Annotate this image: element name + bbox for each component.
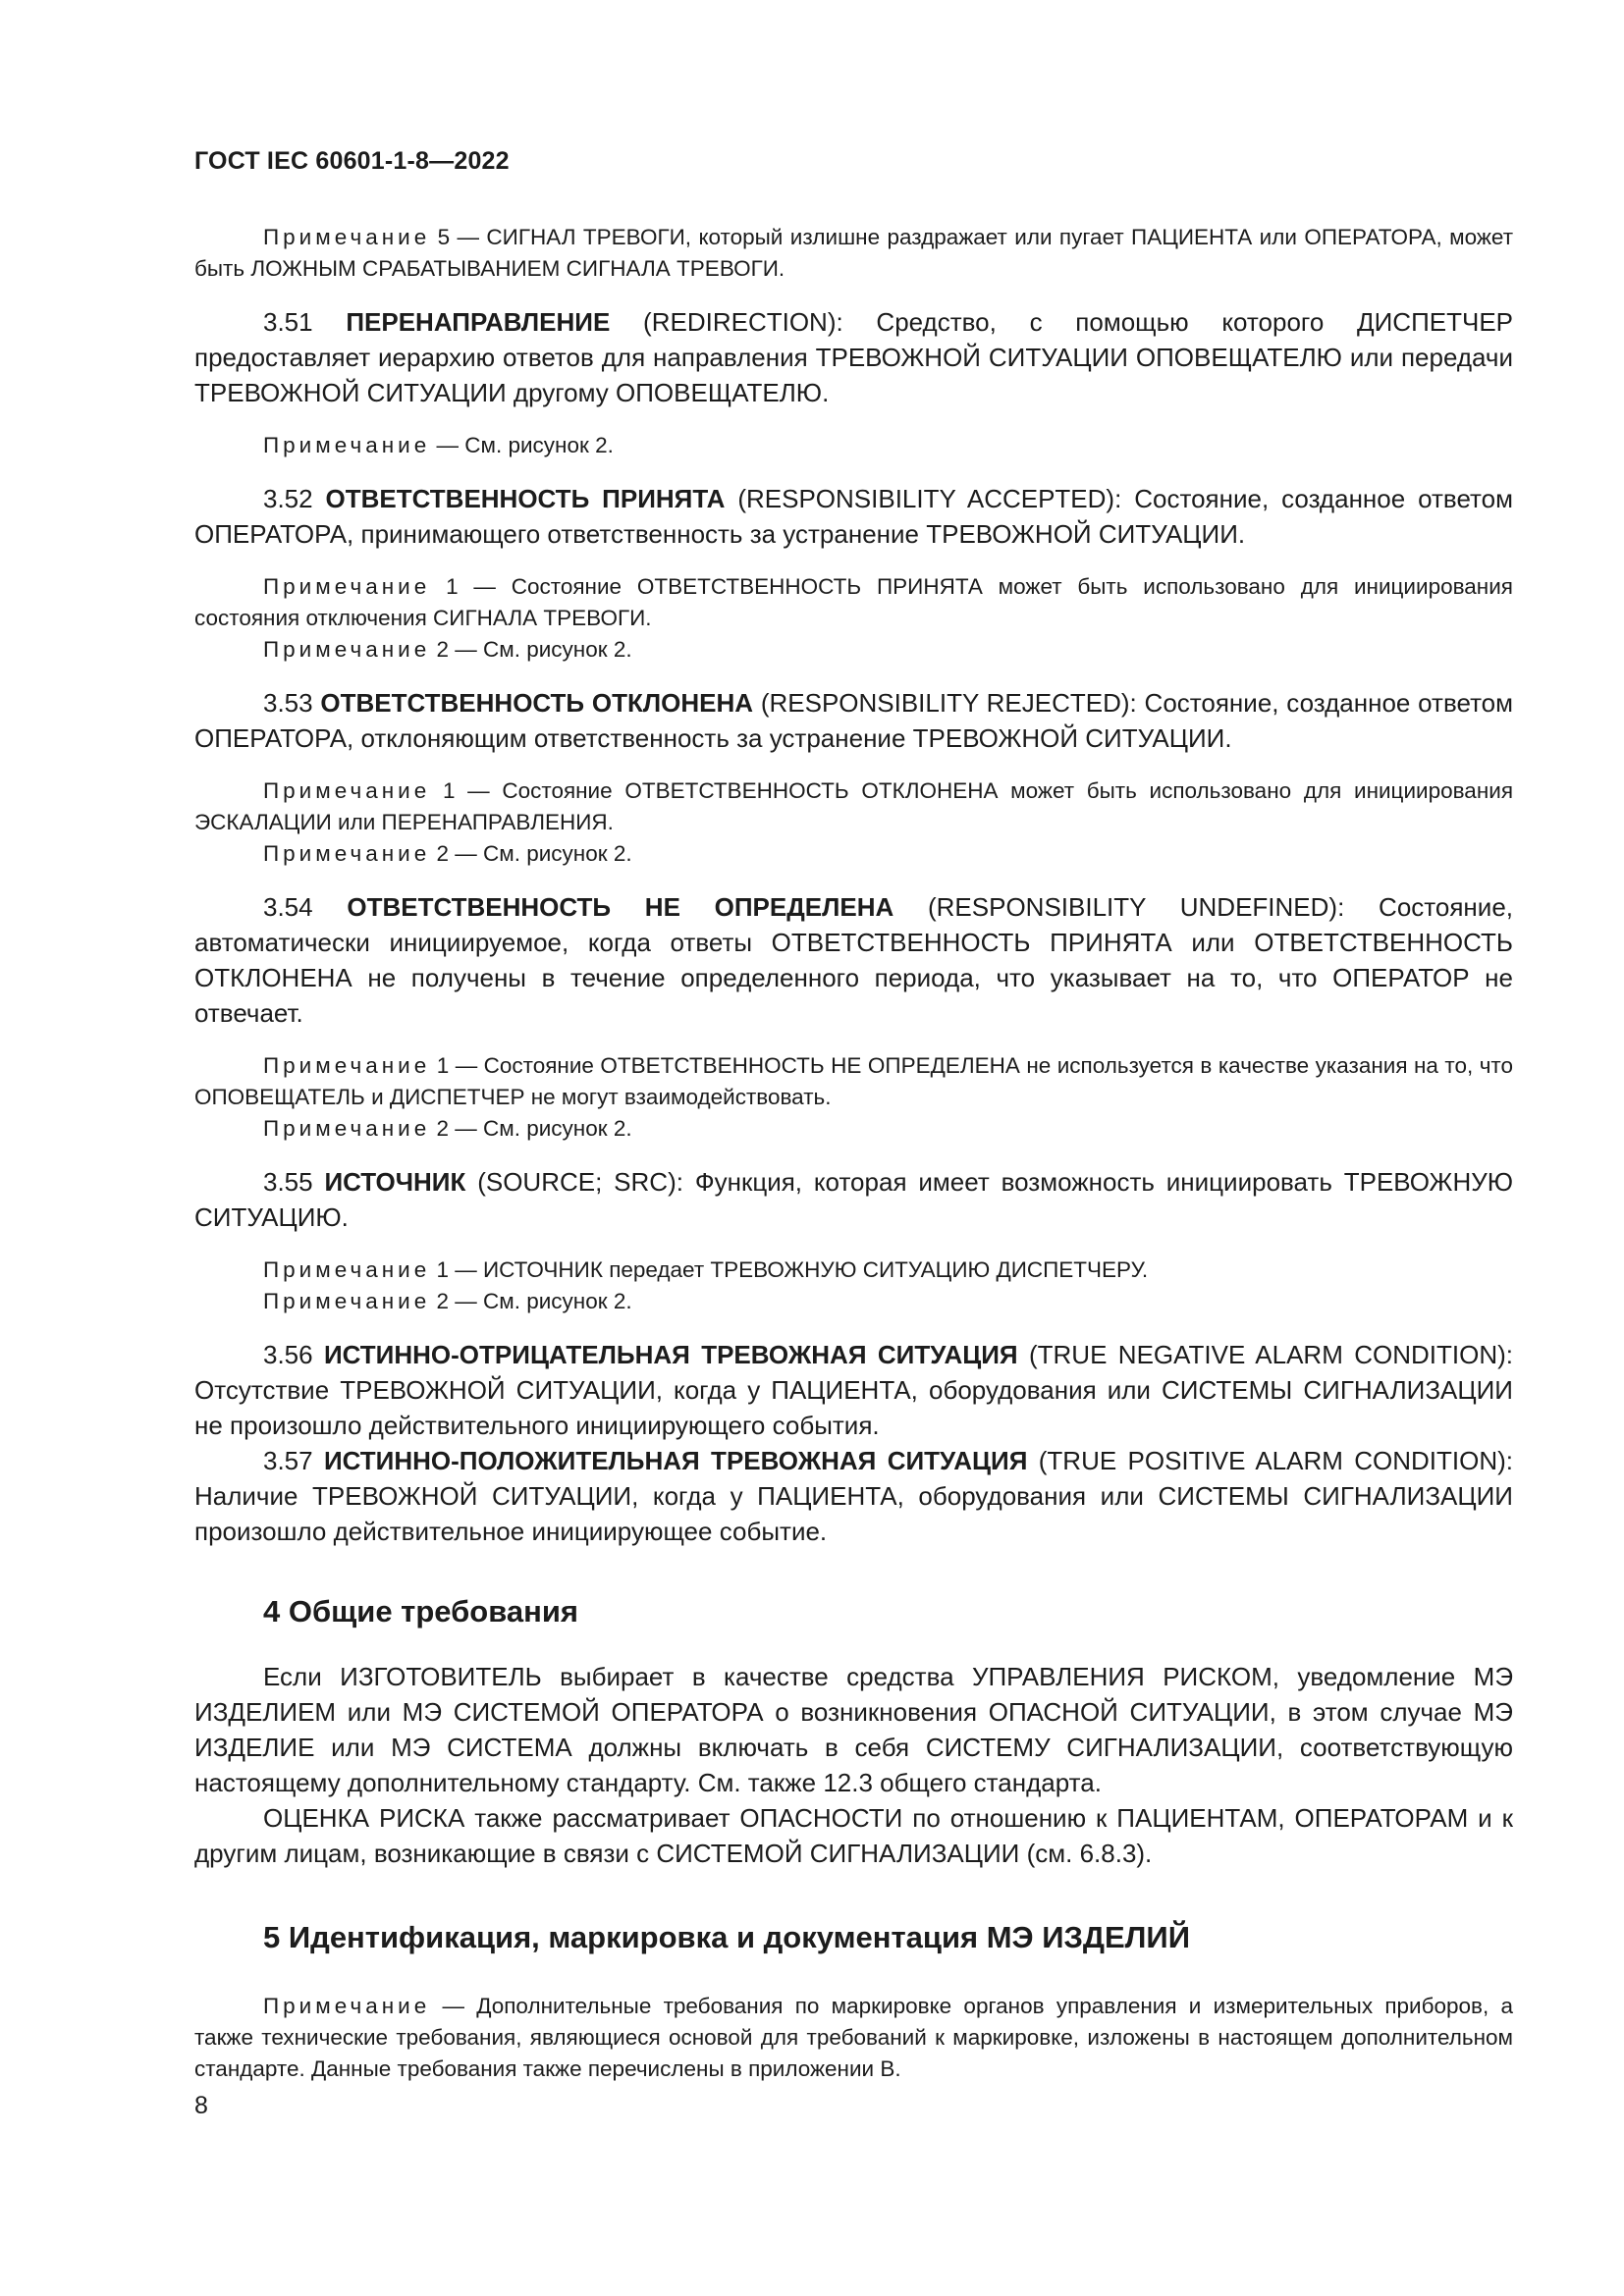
term-name: ПЕРЕНАПРАВЛЕНИЕ xyxy=(346,307,611,337)
section-5-title: 5 Идентификация, маркировка и документация МЭ ИЗДЕЛИЙ xyxy=(263,1920,1190,1954)
note-3-51: Примечание — См. рисунок 2. xyxy=(263,433,614,457)
term-3-52: 3.52 ОТВЕТСТВЕННОСТЬ ПРИНЯТА (RESPONSIBILITY ACCEPTED): Состояние, созданное ответом ОПЕРАТОРА, принимающего ответственность за устранение ТРЕВОЖНОЙ СИТУАЦИИ. xyxy=(194,484,1513,549)
term-name: ОТВЕТСТВЕННОСТЬ ОТКЛОНЕНА xyxy=(320,688,754,718)
note-3-55-2: Примечание 2 — См. рисунок 2. xyxy=(263,1289,632,1313)
term-name: ОТВЕТСТВЕННОСТЬ НЕ ОПРЕДЕЛЕНА xyxy=(347,892,894,922)
section-4-paragraph-1: Если ИЗГОТОВИТЕЛЬ выбирает в качестве средства УПРАВЛЕНИЯ РИСКОМ, уведомление МЭ ИЗДЕЛИЕМ или МЭ СИСТЕМОЙ ОПЕРАТОРА о возникновения ОПАСНОЙ СИТУАЦИИ, в этом случае МЭ ИЗДЕЛИЕ или МЭ СИСТЕМА должны включать в себя СИСТЕМУ СИГНАЛИЗАЦИИ, соответствующую настоящему дополнительному стандарту. См. также 12.3 общего стандарта. xyxy=(194,1662,1513,1797)
note-3-55-1: Примечание 1 — ИСТОЧНИК передает ТРЕВОЖНУЮ СИТУАЦИЮ ДИСПЕТЧЕРУ. xyxy=(263,1257,1149,1282)
term-3-54: 3.54 ОТВЕТСТВЕННОСТЬ НЕ ОПРЕДЕЛЕНА (RESPONSIBILITY UNDEFINED): Состояние, автоматически инициируемое, когда ответы ОТВЕТСТВЕННОСТЬ ПРИНЯТА или ОТВЕТСТВЕННОСТЬ ОТКЛОНЕНА не получены в течение определенного периода, что указывает на то, что ОПЕРАТОР не отвечает. xyxy=(194,892,1513,1028)
section-5-note: Примечание — Дополнительные требования по маркировке органов управления и измерительных приборов, а также технические требования, являющиеся основой для требований к маркировке, изложены в настоящем дополнительном стандарте. Данные требования также перечислены в приложении В. xyxy=(194,1994,1513,2081)
term-3-53: 3.53 ОТВЕТСТВЕННОСТЬ ОТКЛОНЕНА (RESPONSIBILITY REJECTED): Состояние, созданное ответом ОПЕРАТОРА, отклоняющим ответственность за устранение ТРЕВОЖНОЙ СИТУАЦИИ. xyxy=(194,688,1514,753)
document-header: ГОСТ IEC 60601-1-8—2022 xyxy=(194,147,510,175)
note-3-53-2: Примечание 2 — См. рисунок 2. xyxy=(263,841,632,866)
term-3-56: 3.56 ИСТИННО-ОТРИЦАТЕЛЬНАЯ ТРЕВОЖНАЯ СИТУАЦИЯ (TRUE NEGATIVE ALARM CONDITION): Отсутствие ТРЕВОЖНОЙ СИТУАЦИИ, когда у ПАЦИЕНТА, оборудования или СИСТЕМЫ СИГНАЛИЗАЦИИ не произошло действительного инициирующего события. xyxy=(194,1340,1513,1440)
term-name: ОТВЕТСТВЕННОСТЬ ПРИНЯТА xyxy=(325,484,726,513)
term-name: ИСТИННО-ПОЛОЖИТЕЛЬНАЯ ТРЕВОЖНАЯ СИТУАЦИЯ xyxy=(323,1446,1028,1475)
term-name: ИСТИННО-ОТРИЦАТЕЛЬНАЯ ТРЕВОЖНАЯ СИТУАЦИЯ xyxy=(323,1340,1018,1369)
note-alarm-signal: Примечание 5 — СИГНАЛ ТРЕВОГИ, который излишне раздражает или пугает ПАЦИЕНТА или ОПЕРАТОРА, может быть ЛОЖНЫМ СРАБАТЫВАНИЕМ СИГНАЛА ТРЕВОГИ. xyxy=(194,225,1513,281)
page-number: 8 xyxy=(194,2092,208,2119)
term-3-57: 3.57 ИСТИННО-ПОЛОЖИТЕЛЬНАЯ ТРЕВОЖНАЯ СИТУАЦИЯ (TRUE POSITIVE ALARM CONDITION): Наличие ТРЕВОЖНОЙ СИТУАЦИИ, когда у ПАЦИЕНТА, оборудования или СИСТЕМЫ СИГНАЛИЗАЦИИ произошло действительное инициирующее событие. xyxy=(194,1446,1514,1546)
term-name: ИСТОЧНИК xyxy=(324,1167,466,1197)
term-3-51: 3.51 ПЕРЕНАПРАВЛЕНИЕ (REDIRECTION): Средство, с помощью которого ДИСПЕТЧЕР предоставляет иерархию ответов для направления ТРЕВОЖНОЙ СИТУАЦИИ ОПОВЕЩАТЕЛЮ или передачи ТРЕВОЖНОЙ СИТУАЦИИ другому ОПОВЕЩАТЕЛЮ. xyxy=(194,307,1514,407)
section-4-paragraph-2: ОЦЕНКА РИСКА также рассматривает ОПАСНОСТИ по отношению к ПАЦИЕНТАМ, ОПЕРАТОРАМ и к другим лицам, возникающие в связи с СИСТЕМОЙ СИГНАЛИЗАЦИИ (см. 6.8.3). xyxy=(194,1803,1513,1868)
note-3-52-1: Примечание 1 — Состояние ОТВЕТСТВЕННОСТЬ ПРИНЯТА может быть использовано для инициирования состояния отключения СИГНАЛА ТРЕВОГИ. xyxy=(194,574,1513,630)
note-3-54-1: Примечание 1 — Состояние ОТВЕТСТВЕННОСТЬ НЕ ОПРЕДЕЛЕНА не используется в качестве указания на то, что ОПОВЕЩАТЕЛЬ и ДИСПЕТЧЕР не могут взаимодействовать. xyxy=(194,1053,1513,1109)
note-3-53-1: Примечание 1 — Состояние ОТВЕТСТВЕННОСТЬ ОТКЛОНЕНА может быть использовано для инициирования ЭСКАЛАЦИИ или ПЕРЕНАПРАВЛЕНИЯ. xyxy=(194,778,1513,834)
document-body xyxy=(194,222,1513,2105)
note-3-52-2: Примечание 2 — См. рисунок 2. xyxy=(263,637,632,662)
section-4-title: 4 Общие требования xyxy=(263,1594,578,1629)
note-3-54-2: Примечание 2 — См. рисунок 2. xyxy=(263,1116,632,1141)
term-3-55: 3.55 ИСТОЧНИК (SOURCE; SRC): Функция, которая имеет возможность инициировать ТРЕВОЖНУЮ СИТУАЦИЮ. xyxy=(194,1167,1514,1232)
